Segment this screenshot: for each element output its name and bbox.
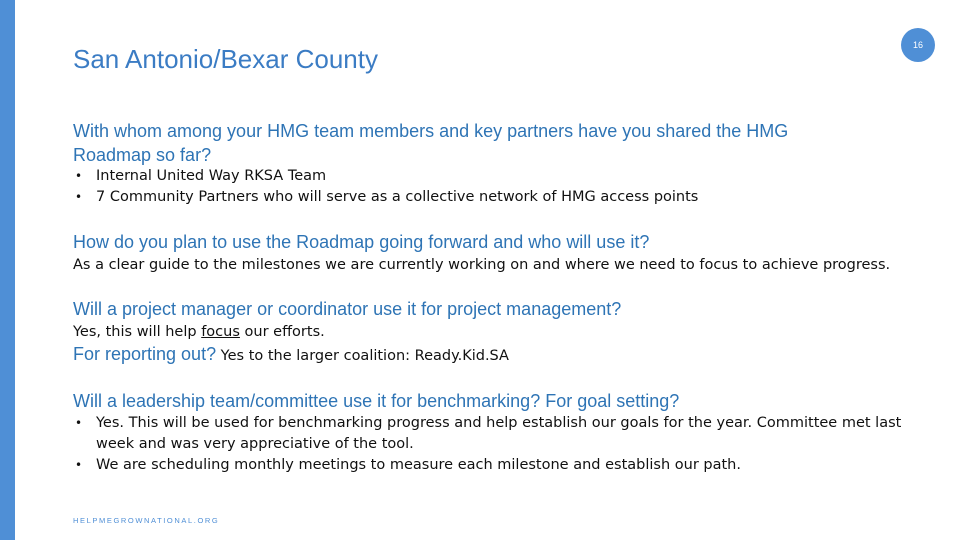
- bullet-icon: •: [75, 458, 83, 472]
- bullet-icon: •: [75, 190, 83, 204]
- question-reporting-out: For reporting out?: [73, 344, 217, 364]
- benchmarking-list: [73, 413, 901, 476]
- footer-url: HELPMEGROWNATIONAL.ORG: [73, 516, 220, 525]
- answer-plan-to-use: As a clear guide to the milestones we are currently working on and where we need to focus to achieve progress.: [73, 257, 891, 273]
- bullet-icon: •: [75, 416, 83, 430]
- question-shared-roadmap-line2: Roadmap so far?: [73, 145, 212, 165]
- bullet-icon: •: [75, 169, 83, 183]
- question-benchmarking: Will a leadership team/committee use it for benchmarking? For goal setting?: [73, 391, 680, 411]
- question-shared-roadmap-line1: With whom among your HMG team members and key partners have you shared the HMG: [73, 121, 789, 141]
- answer-project-management: Yes, this will help focus our efforts.: [73, 324, 325, 340]
- shared-with-list: [73, 166, 698, 208]
- answer-reporting-out: Yes to the larger coalition: Ready.Kid.SA: [216, 348, 509, 364]
- question-project-management: Will a project manager or coordinator use it for project management?: [73, 299, 622, 319]
- list-item: • Yes. This will be used for benchmarking progress and help establish our goals for the year. Committee met last week and was very appreciative of the tool.: [75, 415, 902, 452]
- question-plan-to-use: How do you plan to use the Roadmap going forward and who will use it?: [73, 232, 650, 252]
- list-item: • We are scheduling monthly meetings to measure each milestone and establish our path.: [73, 455, 901, 476]
- list-item: • 7 Community Partners who will serve as a collective network of HMG access points: [73, 187, 698, 208]
- page-number-badge: 16: [901, 28, 935, 62]
- left-accent-bar: [0, 0, 15, 540]
- list-item: • Internal United Way RKSA Team: [73, 166, 698, 187]
- underlined-focus-text: focus: [201, 324, 240, 340]
- reporting-out-row: [73, 344, 509, 367]
- slide-title: San Antonio/Bexar County: [73, 44, 378, 74]
